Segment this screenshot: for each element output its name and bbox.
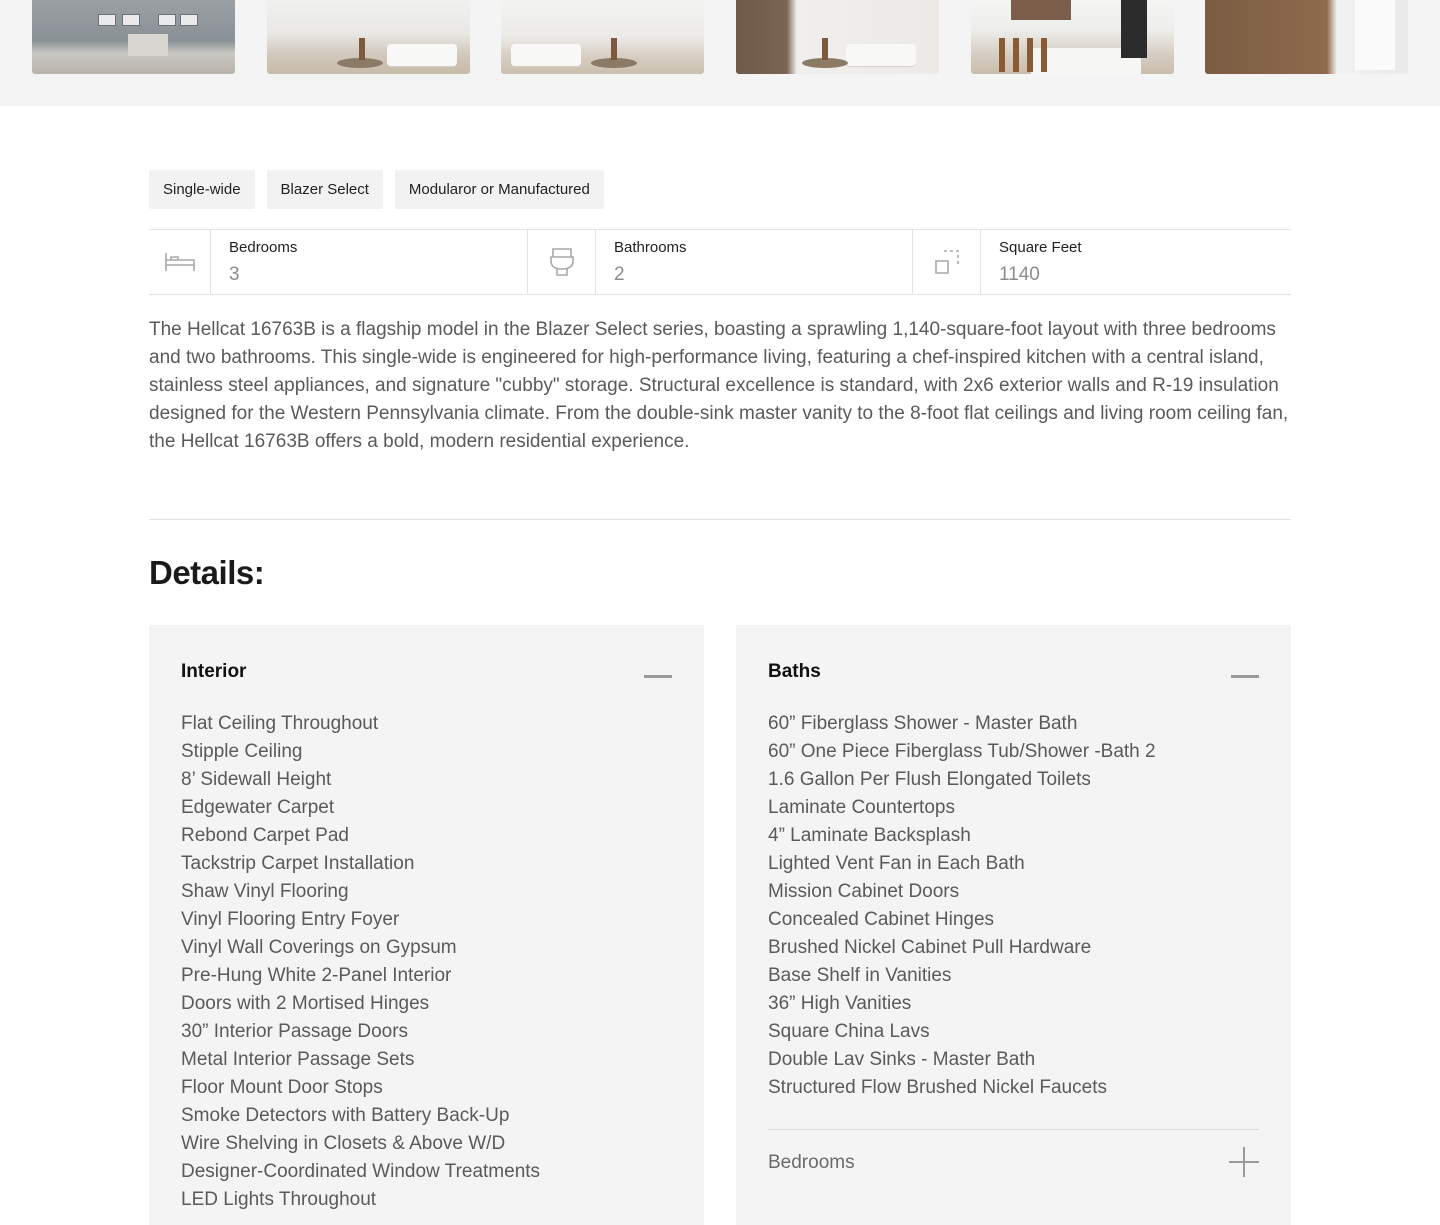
collapse-minus-icon[interactable]: [1231, 675, 1259, 678]
home-stats-bar: [149, 229, 1291, 295]
list-item: 4” Laminate Backsplash: [768, 825, 971, 846]
interior-feature-list: [181, 710, 540, 1214]
interior-panel: [149, 625, 704, 1225]
list-item: Flat Ceiling Throughout: [181, 713, 379, 734]
stat-bathrooms-label: Bathrooms: [614, 239, 687, 256]
section-divider: [149, 519, 1291, 520]
gallery-thumbnail-living-kitchen[interactable]: [736, 0, 939, 74]
list-item: 1.6 Gallon Per Flush Elongated Toilets: [768, 769, 1091, 790]
list-item: Square China Lavs: [768, 1021, 930, 1042]
interior-accordion-toggle[interactable]: [181, 661, 672, 685]
list-item: 30” Interior Passage Doors: [181, 1021, 409, 1042]
toilet-icon: [528, 230, 595, 294]
expand-plus-icon[interactable]: [1229, 1147, 1259, 1177]
list-item: Vinyl Flooring Entry Foyer: [181, 909, 400, 930]
baths-panel: [736, 625, 1291, 1225]
baths-feature-list: [768, 710, 1156, 1102]
list-item: Tackstrip Carpet Installation: [181, 853, 415, 874]
list-item: Lighted Vent Fan in Each Bath: [768, 853, 1025, 874]
collapse-minus-icon[interactable]: [644, 675, 672, 678]
home-tags: [149, 170, 604, 209]
gallery-thumbnail-entry-cubby[interactable]: [1205, 0, 1408, 74]
list-item: 8’ Sidewall Height: [181, 769, 332, 790]
list-item: LED Lights Throughout: [181, 1189, 377, 1210]
baths-title: Baths: [768, 661, 821, 682]
list-item: Shaw Vinyl Flooring: [181, 881, 349, 902]
list-item: Rebond Carpet Pad: [181, 825, 349, 846]
gallery-thumbnail-kitchen[interactable]: [971, 0, 1174, 74]
list-item: Stipple Ceiling: [181, 741, 303, 762]
list-item: Vinyl Wall Coverings on Gypsum: [181, 937, 457, 958]
area-icon: [913, 230, 980, 294]
list-item: Concealed Cabinet Hinges: [768, 909, 995, 930]
stat-square-feet: [999, 230, 1289, 294]
list-item: Double Lav Sinks - Master Bath: [768, 1049, 1036, 1070]
list-item: Structured Flow Brushed Nickel Faucets: [768, 1077, 1107, 1098]
tag-single-wide[interactable]: Single-wide: [149, 170, 255, 209]
stat-bedrooms: [229, 230, 519, 294]
stat-bathrooms: [614, 230, 904, 294]
list-item: 60” Fiberglass Shower - Master Bath: [768, 713, 1078, 734]
interior-title: Interior: [181, 661, 247, 682]
bed-icon: [149, 230, 210, 294]
list-item: Brushed Nickel Cabinet Pull Hardware: [768, 937, 1092, 958]
stat-square-feet-label: Square Feet: [999, 239, 1082, 256]
list-item: 60” One Piece Fiberglass Tub/Shower -Bath 2: [768, 741, 1156, 762]
stat-square-feet-value: 1140: [999, 264, 1040, 285]
list-item: Edgewater Carpet: [181, 797, 335, 818]
bedrooms-accordion-title: Bedrooms: [768, 1152, 855, 1173]
accordion-divider: [768, 1129, 1259, 1130]
gallery-thumbnail-living-room-2[interactable]: [501, 0, 704, 74]
photo-gallery: [0, 0, 1440, 106]
list-item: Metal Interior Passage Sets: [181, 1049, 415, 1070]
home-description: The Hellcat 16763B is a flagship model in the Blazer Select series, boasting a sprawling 1,140-square-foot layout with three bedrooms and two bathrooms. This single-wide is engineered for high-performance living, featuring a chef-inspired kitchen with a central island, stainless steel appliances, and signature "cubby" storage. Structural excellence is standard, with 2x6 exterior walls and R-19 insulation designed for the Western Pennsylvania climate. From the double-sink master vanity to the 8-foot flat ceilings and living room ceiling fan, the Hellcat 16763B offers a bold, modern residential experience.: [149, 319, 1289, 452]
list-item: 36” High Vanities: [768, 993, 912, 1014]
list-item: Pre-Hung White 2-Panel Interior: [181, 965, 452, 986]
list-item: Base Shelf in Vanities: [768, 965, 952, 986]
details-heading: Details:: [149, 554, 265, 591]
list-item: Mission Cabinet Doors: [768, 881, 960, 902]
list-item: Wire Shelving in Closets & Above W/D: [181, 1133, 506, 1154]
list-item: Smoke Detectors with Battery Back-Up: [181, 1105, 510, 1126]
stat-bedrooms-value: 3: [229, 264, 240, 285]
list-item: Doors with 2 Mortised Hinges: [181, 993, 430, 1014]
stat-bedrooms-label: Bedrooms: [229, 239, 298, 256]
list-item: Designer-Coordinated Window Treatments: [181, 1161, 541, 1182]
tag-series[interactable]: Blazer Select: [267, 170, 383, 209]
tag-home-type[interactable]: Modularor or Manufactured: [395, 170, 604, 209]
baths-accordion-toggle[interactable]: [768, 661, 1259, 685]
list-item: Laminate Countertops: [768, 797, 955, 818]
stat-bathrooms-value: 2: [614, 264, 625, 285]
gallery-thumbnail-living-room[interactable]: [267, 0, 470, 74]
bedrooms-accordion-toggle[interactable]: [768, 1147, 1259, 1177]
gallery-thumbnail-exterior[interactable]: [32, 0, 235, 74]
list-item: Floor Mount Door Stops: [181, 1077, 383, 1098]
